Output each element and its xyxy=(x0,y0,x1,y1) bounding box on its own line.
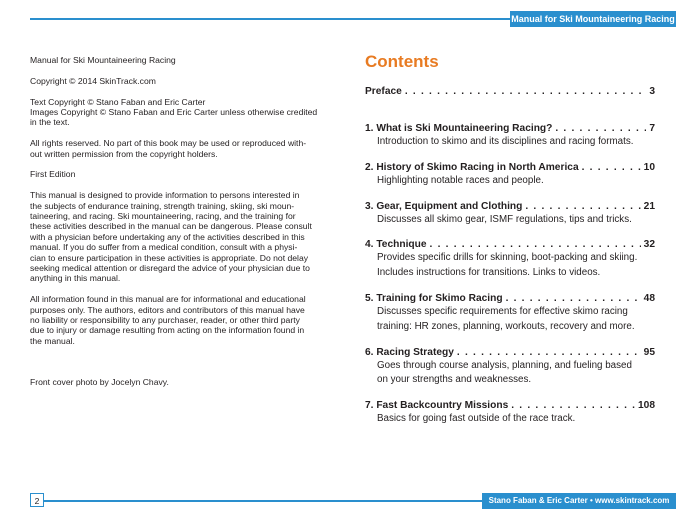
dot-leader xyxy=(511,399,635,412)
dot-leader xyxy=(430,238,641,251)
toc-entry-chapter-3[interactable] xyxy=(365,200,655,228)
liability-notice: All information found in this manual are for informational and educational purposes only. The authors, editors and contributors of this manual have no liability or responsibility to any purchaser, reader, or other third party due to injury or damage resulting from acting on the information found in the manual. xyxy=(30,294,306,346)
edition: First Edition xyxy=(30,169,76,180)
toc-label: 2. History of Skimo Racing in North America xyxy=(365,161,579,173)
toc-entry-chapter-6[interactable] xyxy=(365,346,655,389)
dot-leader xyxy=(405,85,647,98)
toc-entry-chapter-5[interactable] xyxy=(365,292,655,335)
toc-page: 108 xyxy=(638,400,655,412)
table-of-contents xyxy=(365,52,655,438)
disclaimer: This manual is designed to provide information to persons interested in the subjects of endurance training, strength training, skiing, ski moun- taineering, and racing. Ski mountaineering, racing, and the training for these activities described in the manual can be dangerous. Please consult with a physician before undertaking any of the activities described in this manual. If you do suffer from a medical condition, consult with a physi- cian to ensure participation in these activities is appropriate. Do not delay seeking medical attention or disregard the advice of your physician due to anything in this manual. xyxy=(30,190,312,284)
contents-heading: Contents xyxy=(365,52,439,71)
toc-label: 1. What is Ski Mountaineering Racing? xyxy=(365,123,553,134)
toc-page: 3 xyxy=(649,86,655,97)
copyright-line: Copyright © 2014 SkinTrack.com xyxy=(30,75,156,86)
rights-notice: All rights reserved. No part of this book may be used or reproduced with- out written permission from the copyright holders. xyxy=(30,138,307,159)
dot-leader xyxy=(457,346,641,359)
toc-page: 7 xyxy=(649,123,655,134)
page-number: 2 xyxy=(30,493,44,507)
toc-label: 5. Training for Skimo Racing xyxy=(365,292,503,304)
toc-description: Basics for going fast outside of the race track. xyxy=(377,413,576,425)
header-tab: Manual for Ski Mountaineering Racing xyxy=(510,11,676,27)
toc-entry-chapter-2[interactable] xyxy=(365,161,655,189)
toc-label: 3. Gear, Equipment and Clothing xyxy=(365,200,523,212)
toc-description: Goes through course analysis, planning, and fueling based on your strengths and weaknesses. xyxy=(377,359,632,386)
toc-label: 4. Technique xyxy=(365,239,427,251)
toc-page: 48 xyxy=(643,292,655,304)
toc-description: Provides specific drills for skinning, boot-packing and skiing. Includes instructions for transitions. Links to videos. xyxy=(377,252,638,279)
dot-leader xyxy=(582,161,641,174)
toc-label: 6. Racing Strategy xyxy=(365,346,454,358)
header-rule xyxy=(30,18,510,20)
toc-entry-chapter-1[interactable] xyxy=(365,122,655,150)
toc-entry-chapter-4[interactable] xyxy=(365,238,655,281)
copyright-column xyxy=(30,55,335,398)
toc-label: 7. Fast Backcountry Missions xyxy=(365,400,509,412)
toc-page: 32 xyxy=(643,239,655,251)
toc-description: Introduction to skimo and its disciplines and racing formats. xyxy=(377,136,634,147)
toc-page: 21 xyxy=(643,200,655,212)
dot-leader xyxy=(506,292,641,305)
toc-page: 95 xyxy=(643,346,655,358)
cover-photo-credit: Front cover photo by Jocelyn Chavy. xyxy=(30,377,169,388)
toc-entry-preface[interactable] xyxy=(365,85,655,98)
dot-leader xyxy=(525,200,640,213)
toc-description: Discusses all skimo gear, ISMF regulations, tips and tricks. xyxy=(377,213,632,225)
footer-rule xyxy=(44,500,482,502)
toc-label: Preface xyxy=(365,86,402,97)
footer-tab: Stano Faban & Eric Carter • www.skintrack.com xyxy=(482,493,676,509)
toc-page: 10 xyxy=(643,161,655,173)
text-image-copyright: Text Copyright © Stano Faban and Eric Carter Images Copyright © Stano Faban and Eric Carter unless otherwise credited in the text. xyxy=(30,96,318,128)
toc-entry-chapter-7[interactable] xyxy=(365,399,655,427)
toc-description: Highlighting notable races and people. xyxy=(377,174,544,186)
book-title: Manual for Ski Mountaineering Racing xyxy=(30,55,176,65)
toc-description: Discusses specific requirements for effective skimo racing training: HR zones, planning, workouts, recovery and more. xyxy=(377,305,635,332)
dot-leader xyxy=(555,122,646,135)
